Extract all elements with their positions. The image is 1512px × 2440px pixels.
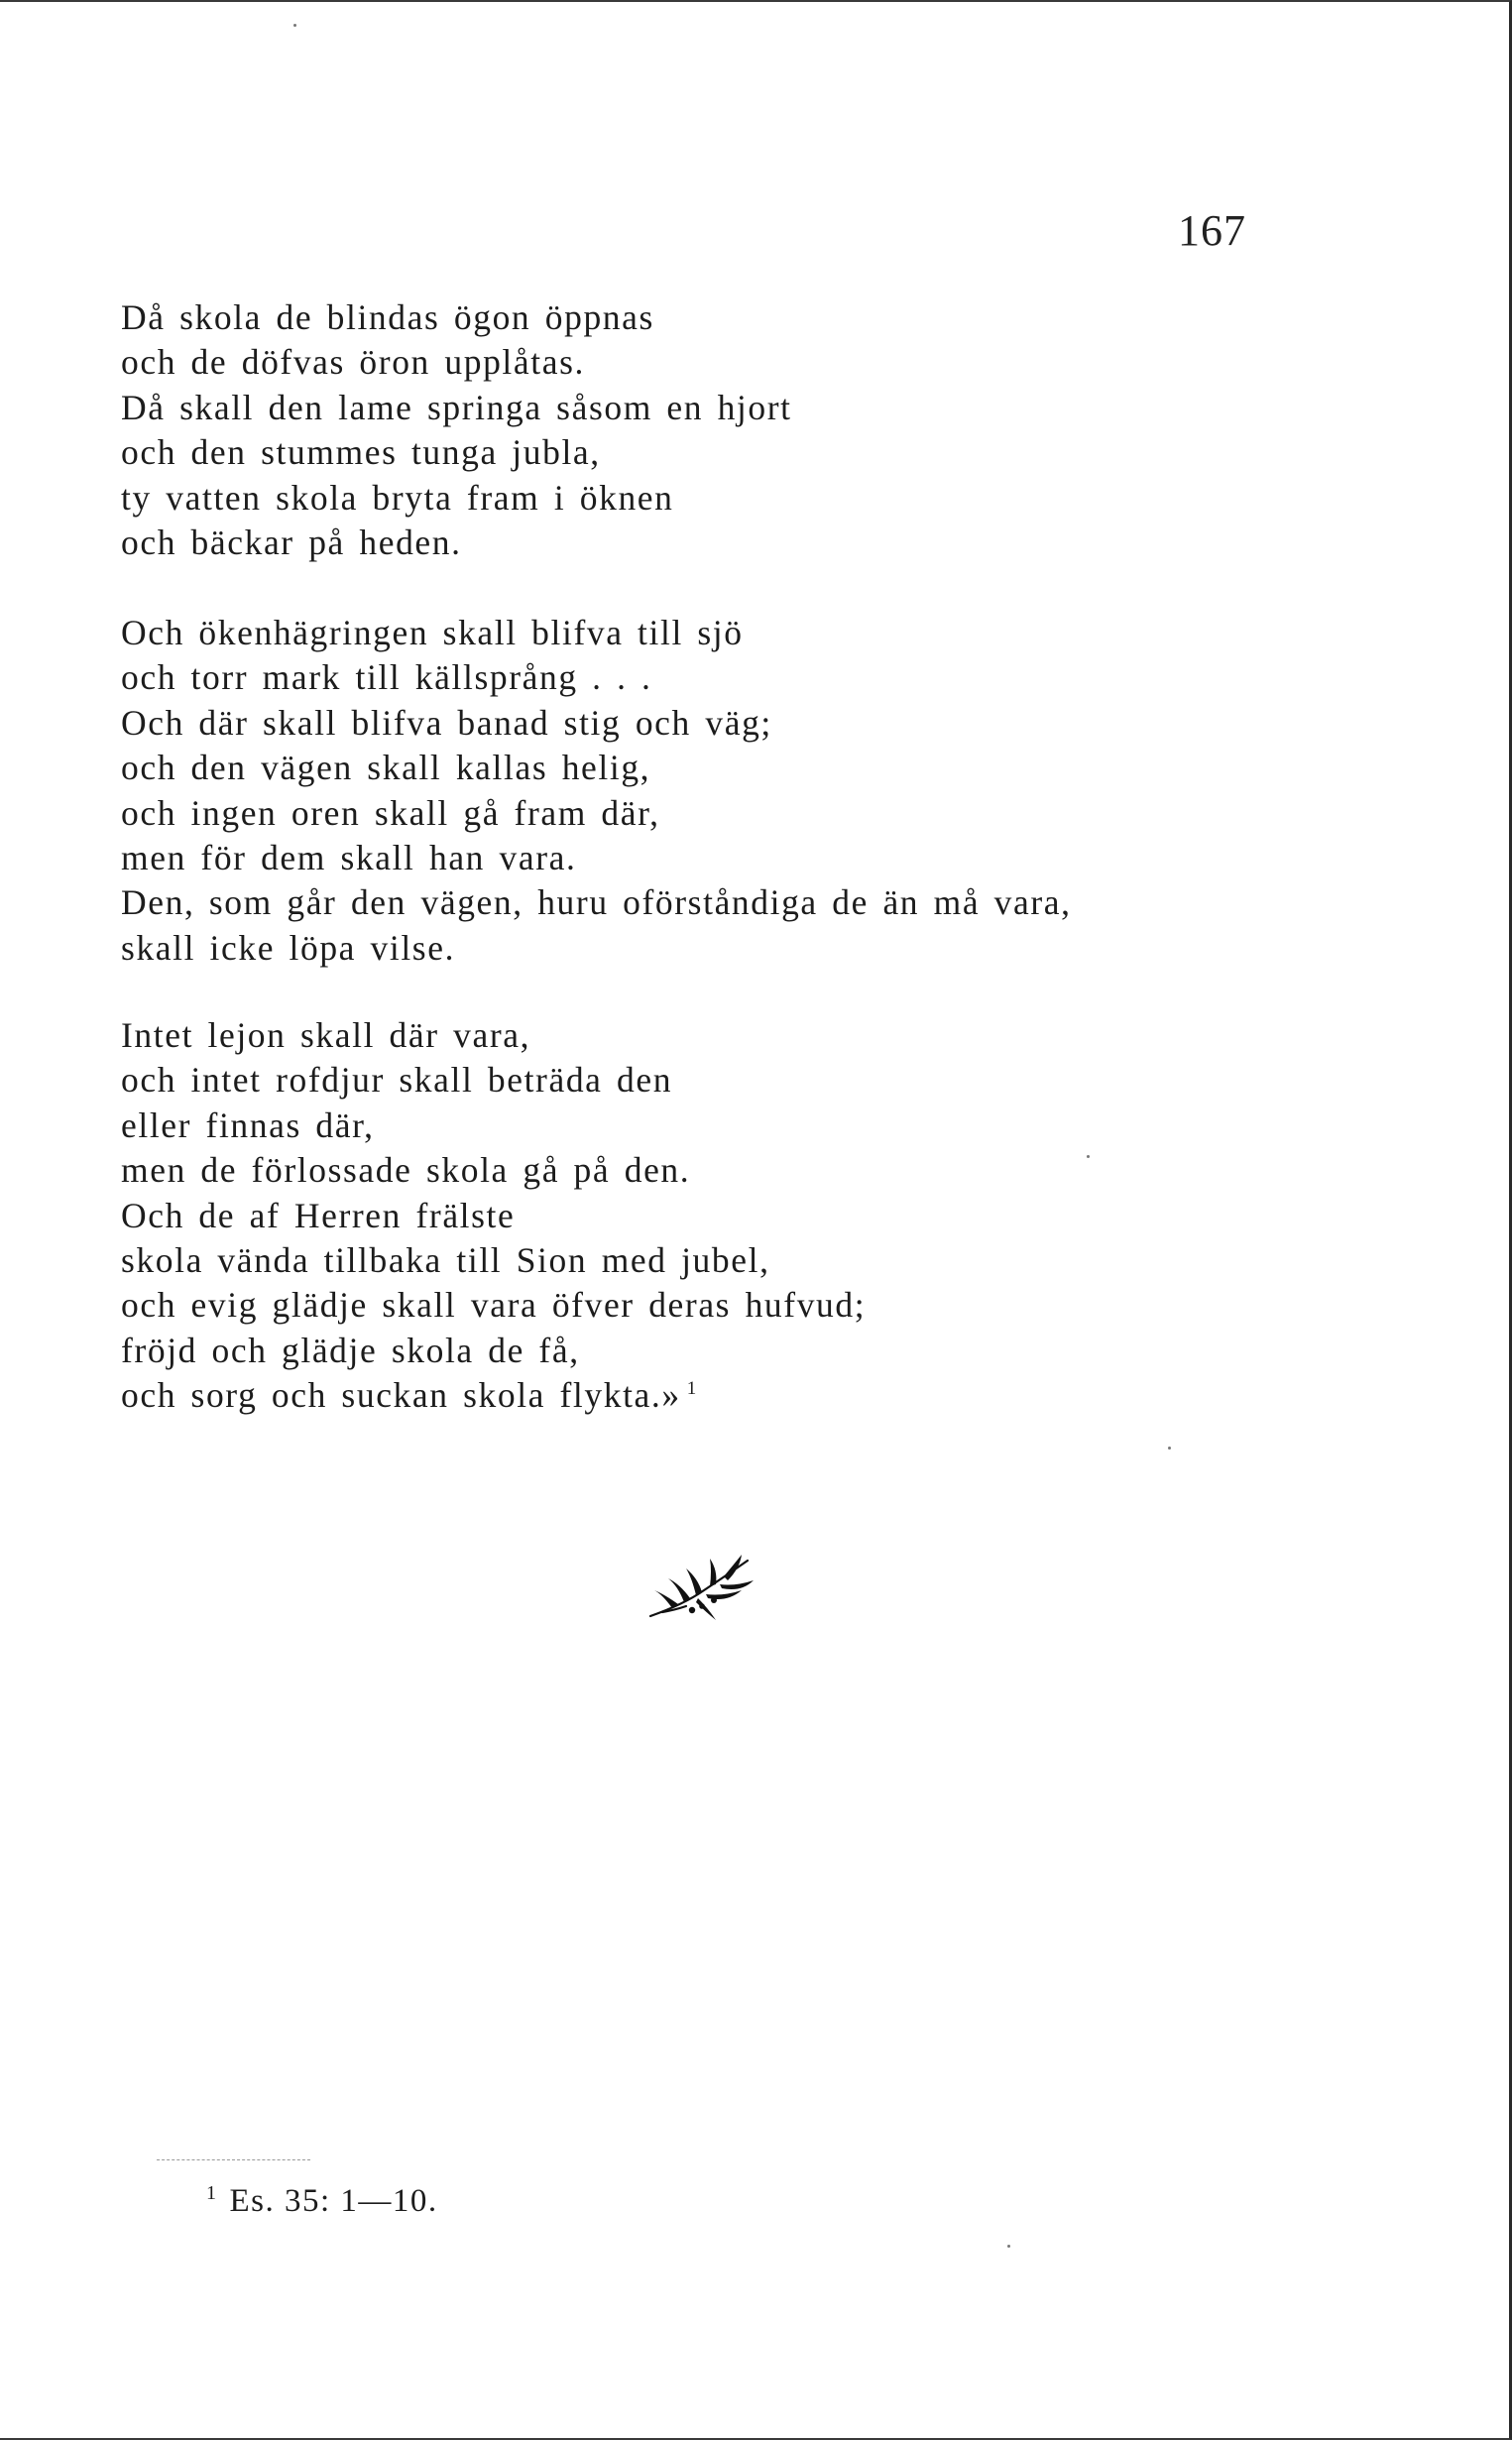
- stanza: [121, 1013, 866, 1419]
- verse-line: och de döfvas öron upplåtas.: [121, 342, 585, 383]
- verse-line: Och de af Herren frälste: [121, 1195, 516, 1235]
- verse-line: och ingen oren skall gå fram där,: [121, 792, 660, 833]
- verse-line: Då skall den lame springa såsom en hjort: [121, 387, 792, 427]
- verse-line: ty vatten skola bryta fram i öknen: [121, 477, 674, 518]
- verse-line: och bäckar på heden.: [121, 522, 462, 562]
- stanza: [121, 295, 792, 565]
- footnote: [206, 2183, 438, 2220]
- olive-branch-icon: [644, 1551, 758, 1625]
- footnote-mark: 1: [206, 2182, 218, 2204]
- verse-line: och den vägen skall kallas helig,: [121, 748, 651, 788]
- footnote-text: Es. 35: 1—10.: [229, 2183, 438, 2219]
- verse-line: skola vända tillbaka till Sion med jubel,: [121, 1239, 770, 1280]
- verse-line: Intet lejon skall där vara,: [121, 1015, 531, 1055]
- verse-line: Och ökenhägringen skall blifva till sjö: [121, 613, 744, 652]
- verse-line: fröjd och glädje skola de få,: [121, 1330, 580, 1370]
- verse-line: Då skola de blindas ögon öppnas: [121, 297, 654, 337]
- verse-line: och torr mark till källsprång . . .: [121, 657, 652, 698]
- paper-speck: [293, 24, 296, 27]
- verse-line: men för dem skall han vara.: [121, 837, 577, 877]
- verse-line: och evig glädje skall vara öfver deras hufvud;: [121, 1285, 867, 1326]
- verse-line: men de förlossade skola gå på den.: [121, 1150, 691, 1191]
- verse-line: och den stummes tunga jubla,: [121, 432, 601, 473]
- verse-line: [121, 1373, 866, 1418]
- verse-line: Den, som går den vägen, huru oförståndiga de än må vara,: [121, 882, 1072, 923]
- stanza: [121, 611, 1072, 971]
- paper-speck: [1007, 2245, 1010, 2248]
- verse-line-text: och sorg och suckan skola flykta.»: [121, 1375, 681, 1416]
- footnote-divider: [157, 2159, 310, 2160]
- verse-line: Och där skall blifva banad stig och väg;: [121, 702, 772, 743]
- paper-speck: [1168, 1447, 1171, 1450]
- verse-line: skall icke löpa vilse.: [121, 927, 456, 968]
- footnote-reference[interactable]: 1: [686, 1378, 698, 1400]
- paper-speck: [1087, 1155, 1090, 1158]
- verse-line: och intet rofdjur skall beträda den: [121, 1060, 673, 1101]
- verse-line: eller finnas där,: [121, 1104, 375, 1145]
- page-number: 167: [1178, 206, 1246, 255]
